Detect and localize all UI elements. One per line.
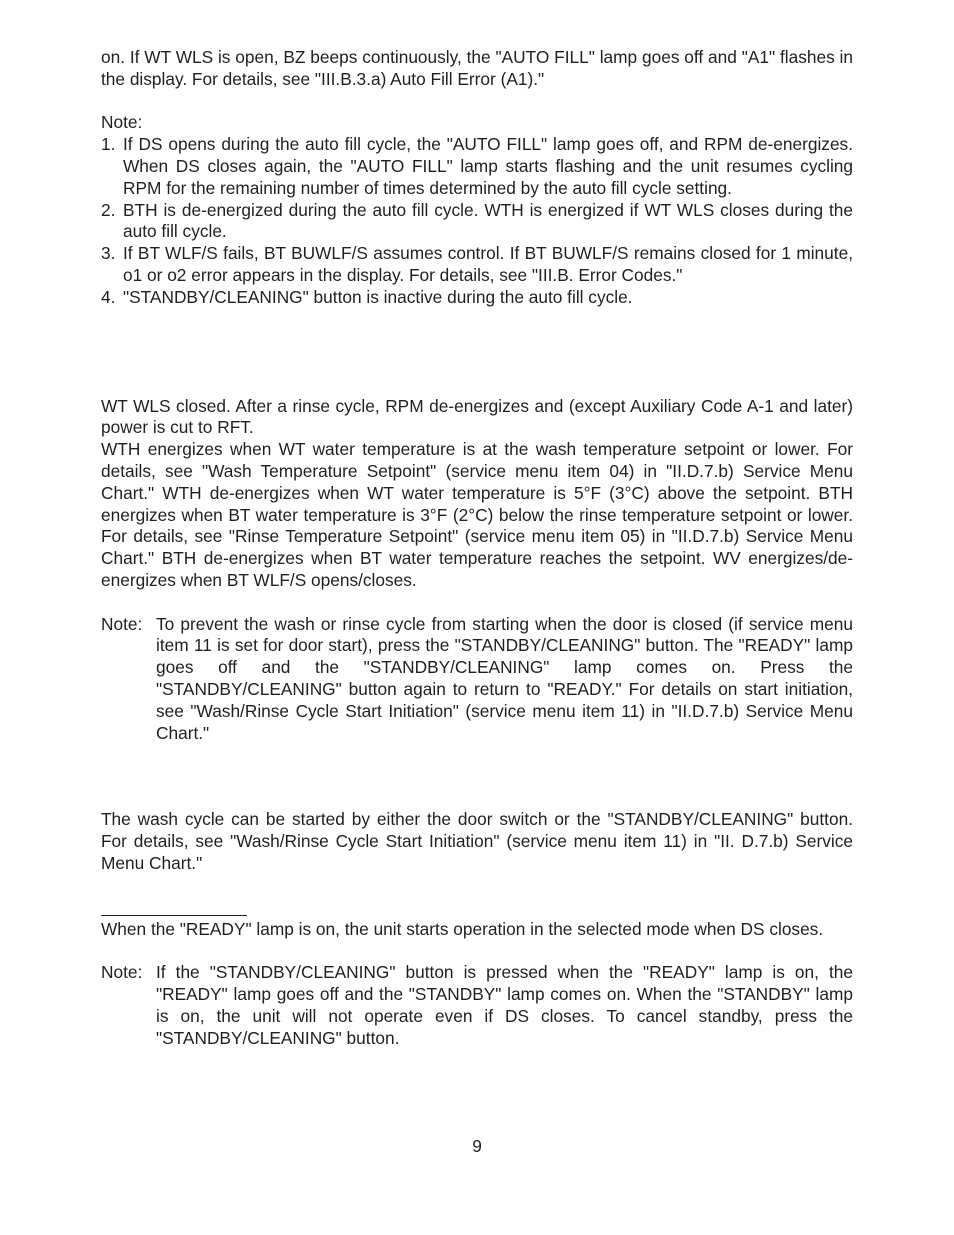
ready-paragraph: When the "READY" lamp is on, the unit starts operation in the selected mode when DS closes.: [101, 918, 824, 939]
section-spacer: [101, 744, 853, 809]
heater-paragraph: WTH energizes when WT water temperature is at the wash temperature setpoint or lower. For details, see "Wash Temperature Setpoint" (service menu item 04) in "II.D.7.b) Service Menu Chart." WTH de-energizes when WT water temperature is 5°F (3°C) above the setpoint. BTH energizes when BT water temperature is 3°F (2°C) below the rinse temperature setpoint or lower. For details, see "Rinse Temperature Setpoint" (service menu item 05) in "II.D.7.b) Service Menu Chart." BTH de-energizes when BT water temperature reaches the setpoint. WV energizes/de-energizes when BT WLF/S opens/closes.: [101, 439, 853, 590]
note2-text: To prevent the wash or rinse cycle from starting when the door is closed (if service menu item 11 is set for door start), press the "STANDBY/CLEANING" button. The "READY" lamp goes off and the "STANDBY/CLEANING" lamp comes on. Press the "STANDBY/CLEANING" button again to return to "READY." For details on start initiation, see "Wash/Rinse Cycle Start Initiation" (service menu item 11) in "II.D.7.b) Service Menu Chart.": [156, 613, 853, 743]
note1-list: [101, 134, 853, 308]
section-spacer: [101, 309, 853, 396]
note2-label: Note:: [101, 613, 143, 634]
note1-item-text: BTH is de-energized during the auto fill cycle. WTH is energized if WT WLS closes during the auto fill cycle.: [123, 199, 853, 242]
note1-item-4: [101, 287, 853, 309]
note1-item-text: If DS opens during the auto fill cycle, the "AUTO FILL" lamp goes off, and RPM de-energizes. When DS closes again, the "AUTO FILL" lamp starts flashing and the unit resumes cycling RPM for the remaining number of times determined by the auto fill cycle setting.: [123, 134, 853, 198]
note1-item-number: 1.: [101, 134, 116, 155]
note1-item-3: [101, 243, 853, 287]
note1-item-2: [101, 200, 853, 244]
note1-item-1: [101, 134, 853, 199]
intro-paragraph: on. If WT WLS is open, BZ beeps continuously, the "AUTO FILL" lamp goes off and "A1" flashes in the display. For details, see "III.B.3.a) Auto Fill Error (A1).": [101, 47, 853, 89]
spacer: [101, 875, 853, 915]
document-page: [101, 47, 853, 1049]
spacer: [101, 592, 853, 614]
note1-item-text: If BT WLF/S fails, BT BUWLF/S assumes control. If BT BUWLF/S remains closed for 1 minute, o1 or o2 error appears in the display. For details, see "III.B. Error Codes.": [123, 243, 853, 285]
note2: [101, 614, 853, 745]
spacer: [101, 91, 853, 113]
spacer: [101, 941, 853, 963]
note3: [101, 962, 853, 1049]
wash-cycle-paragraph: The wash cycle can be started by either the door switch or the "STANDBY/CLEANING" button. For details, see "Wash/Rinse Cycle Start Initiation" (service menu item 11) in "II. D.7.b) Service Menu Chart.": [101, 809, 853, 873]
note3-label: Note:: [101, 962, 143, 983]
note1-item-number: 3.: [101, 243, 116, 264]
page-number: 9: [472, 1136, 482, 1156]
standby-paragraph: WT WLS closed. After a rinse cycle, RPM de-energizes and (except Auxiliary Code A-1 and later) power is cut to RFT.: [101, 395, 853, 438]
note1-label: Note:: [101, 112, 143, 133]
note1-item-text: "STANDBY/CLEANING" button is inactive during the auto fill cycle.: [123, 286, 633, 307]
note1-item-number: 4.: [101, 286, 116, 307]
note3-text: If the "STANDBY/CLEANING" button is pressed when the "READY" lamp is on, the "READY" lamp goes off and the "STANDBY" lamp comes on. When the "STANDBY" lamp is on, the unit will not operate even if DS closes. To cancel standby, press the "STANDBY/CLEANING" button.: [156, 962, 853, 1048]
note1-item-number: 2.: [101, 199, 116, 220]
